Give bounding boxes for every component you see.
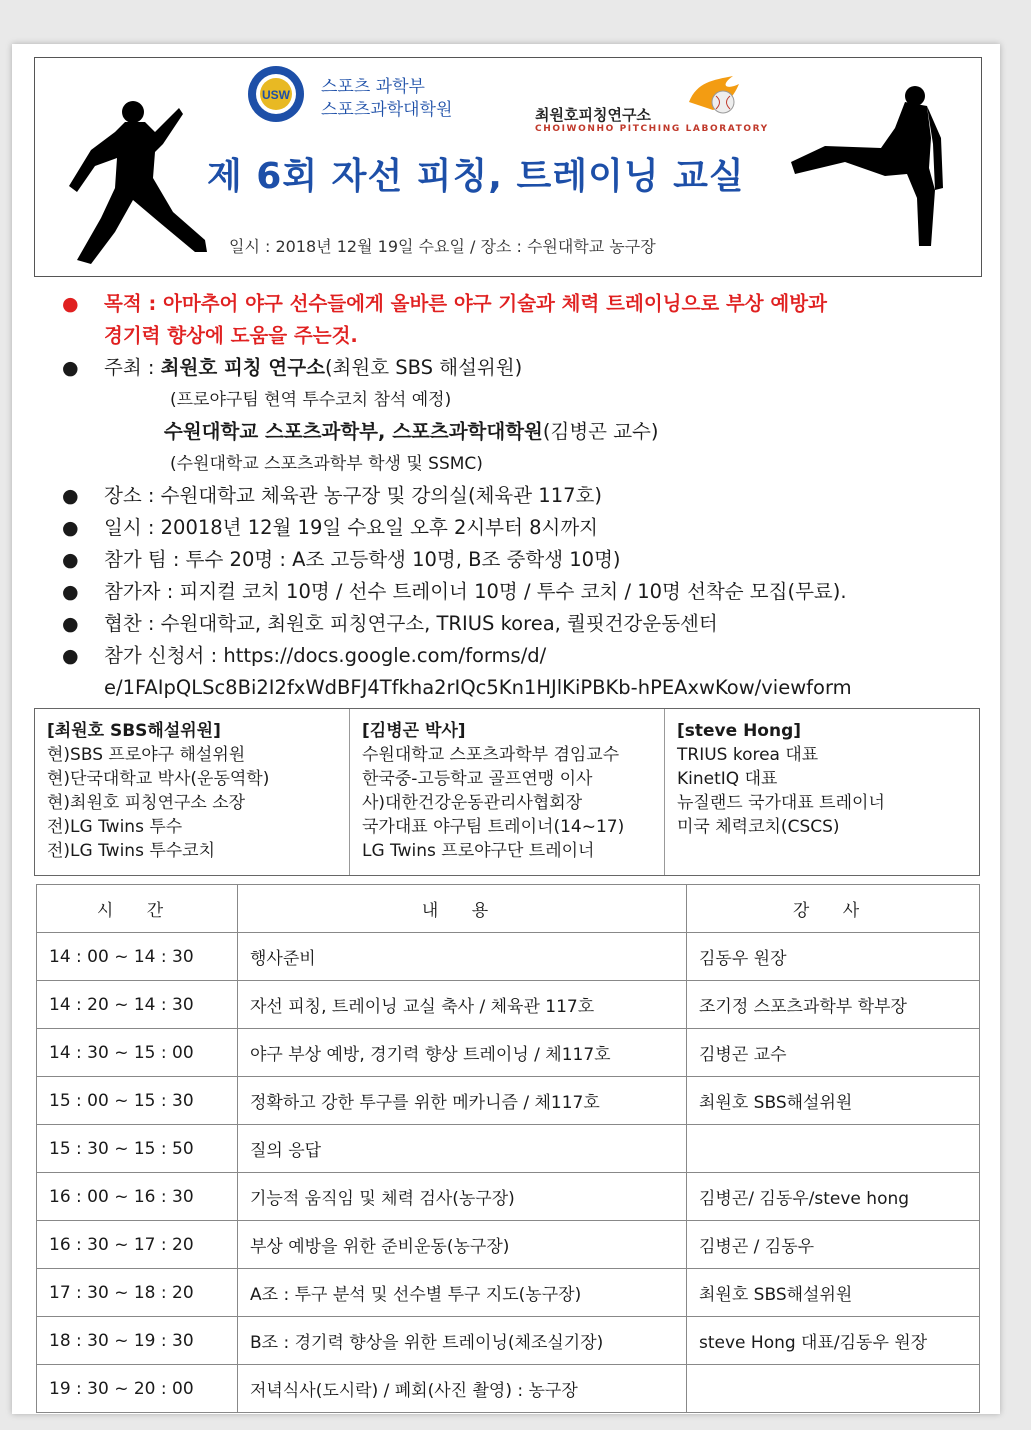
bio-line: 미국 체력코치(CSCS) (677, 817, 840, 837)
bio-line: 사)대한건강운동관리사협회장 (362, 793, 583, 813)
bullet-host: ● 주최 : 최원호 피칭 연구소(최원호 SBS 해설위원) (52, 352, 982, 384)
bullet-sponsor: ● 협찬 : 수원대학교, 최원호 피칭연구소, TRIUS korea, 퀄핏건강운동센터 (52, 608, 982, 640)
speaker-bios (34, 708, 980, 876)
bio-line: LG Twins 프로야구단 트레이너 (362, 841, 595, 861)
header-content: 내 용 (238, 885, 687, 933)
cell-time: 14 : 00 ~ 14 : 30 (37, 933, 238, 981)
cell-instructor (687, 1365, 980, 1413)
bullet-datetime: ● 일시 : 20018년 12월 19일 수요일 오후 2시부터 8시까지 (52, 512, 982, 544)
cell-time: 16 : 30 ~ 17 : 20 (37, 1221, 238, 1269)
header-box (34, 57, 982, 277)
bullet-apply: ● 참가 신청서 : https://docs.google.com/forms/d/ (52, 640, 982, 672)
cell-content: 정확하고 강한 투구를 위한 메카니즘 / 체117호 (238, 1077, 687, 1125)
cell-time: 14 : 20 ~ 14 : 30 (37, 981, 238, 1029)
cell-instructor: 조기정 스포츠과학부 학부장 (687, 981, 980, 1029)
department-names (321, 76, 452, 122)
cell-instructor: steve Hong 대표/김동우 원장 (687, 1317, 980, 1365)
table-row (37, 1029, 980, 1077)
cell-content: 행사준비 (238, 933, 687, 981)
table-row (37, 1173, 980, 1221)
bio-hong (665, 709, 979, 875)
cell-time: 15 : 30 ~ 15 : 50 (37, 1125, 238, 1173)
bullet-dot-icon: ● (62, 645, 79, 667)
cell-instructor: 최원호 SBS해설위원 (687, 1269, 980, 1317)
table-row (37, 1221, 980, 1269)
bullet-teams: ● 참가 팀 : 투수 20명 : A조 고등학생 10명, B조 중학생 10명) (52, 544, 982, 576)
cell-instructor (687, 1125, 980, 1173)
bullet-dot-icon: ● (62, 549, 79, 571)
bio-line: 전)LG Twins 투수코치 (47, 841, 216, 861)
bullet-dot-icon: ● (62, 581, 79, 603)
lab-name: 최원호피칭연구소 (535, 106, 651, 124)
cell-time: 19 : 30 ~ 20 : 00 (37, 1365, 238, 1413)
cell-content: 부상 예방을 위한 준비운동(농구장) (238, 1221, 687, 1269)
event-title: 제 6회 자선 피칭, 트레이닝 교실 (207, 156, 745, 197)
bullet-dot-icon: ● (62, 293, 79, 315)
bio-choi (35, 709, 350, 875)
cell-time: 14 : 30 ~ 15 : 00 (37, 1029, 238, 1077)
bio-line: 현)SBS 프로야구 해설위원 (47, 745, 246, 765)
bio-line: 현)단국대학교 박사(운동역학) (47, 769, 270, 789)
bio-line: 국가대표 야구팀 트레이너(14~17) (362, 817, 625, 837)
cell-instructor: 최원호 SBS해설위원 (687, 1077, 980, 1125)
cell-time: 16 : 00 ~ 16 : 30 (37, 1173, 238, 1221)
bio-line: KinetIQ 대표 (677, 769, 778, 789)
bullet-venue: ● 장소 : 수원대학교 체육관 농구장 및 강의실(체육관 117호) (52, 480, 982, 512)
bio-name: [최원호 SBS해설위원] (47, 721, 221, 741)
dept-sports-science: 스포츠 과학부 (321, 77, 425, 97)
bio-line: 전)LG Twins 투수 (47, 817, 183, 837)
bio-name: [steve Hong] (677, 721, 802, 741)
bullet-dot-icon: ● (62, 517, 79, 539)
apply-link[interactable]: e/1FAIpQLSc8Bi2I2fxWdBFJ4Tfkha2rIQc5Kn1HJlKiPBKb-hPEAxwKow/viewform (104, 676, 852, 699)
bio-line: 현)최원호 피칭연구소 소장 (47, 793, 246, 813)
schedule-header-row (37, 885, 980, 933)
logo-text: USW (262, 88, 290, 102)
cell-content: 자선 피칭, 트레이닝 교실 축사 / 체육관 117호 (238, 981, 687, 1029)
table-row (37, 1317, 980, 1365)
event-subtitle: 일시 : 2018년 12월 19일 수요일 / 장소 : 수원대학교 농구장 (229, 237, 656, 256)
table-row (37, 1365, 980, 1413)
bio-line: TRIUS korea 대표 (677, 745, 819, 765)
baseball-flame-icon (683, 72, 743, 118)
header-instructor: 강 사 (687, 885, 980, 933)
bullet-dot-icon: ● (62, 485, 79, 507)
bullet-purpose-cont: 경기력 향상에 도움을 주는것. (104, 324, 358, 347)
bullet-purpose: ● 목적 : 아마추어 야구 선수들에게 올바른 야구 기술과 체력 트레이닝으로 부상 예방과 (52, 288, 982, 320)
table-row (37, 1077, 980, 1125)
bullet-host-2: 수원대학교 스포츠과학부, 스포츠과학대학원(김병곤 교수) (164, 420, 659, 443)
cell-content: 저녁식사(도시락) / 폐회(사진 촬영) : 농구장 (238, 1365, 687, 1413)
cell-content: B조 : 경기력 향상을 위한 트레이닝(체조실기장) (238, 1317, 687, 1365)
cell-instructor: 김동우 원장 (687, 933, 980, 981)
dept-graduate-school: 스포츠과학대학원 (321, 100, 453, 120)
bullet-dot-icon: ● (62, 357, 79, 379)
pitcher-silhouette-left (55, 92, 215, 272)
cell-time: 17 : 30 ~ 18 : 20 (37, 1269, 238, 1317)
cell-content: 야구 부상 예방, 경기력 향상 트레이닝 / 체117호 (238, 1029, 687, 1077)
info-bullets (52, 288, 982, 704)
cell-instructor: 김병곤/ 김동우/steve hong (687, 1173, 980, 1221)
poster-page (12, 44, 1000, 1414)
cell-instructor: 김병곤 교수 (687, 1029, 980, 1077)
lab-name-english: CHOIWONHO PITCHING LABORATORY (535, 124, 769, 134)
header-time: 시 간 (37, 885, 238, 933)
cell-content: 질의 응답 (238, 1125, 687, 1173)
cell-content: A조 : 투구 분석 및 선수별 투구 지도(농구장) (238, 1269, 687, 1317)
cell-time: 15 : 00 ~ 15 : 30 (37, 1077, 238, 1125)
schedule-table (36, 884, 980, 1413)
host2-sub-note: (수원대학교 스포츠과학부 학생 및 SSMC) (170, 454, 483, 474)
table-row (37, 1125, 980, 1173)
table-row (37, 933, 980, 981)
university-logo (246, 64, 306, 124)
host-sub-note: (프로야구팀 현역 투수코치 참석 예정) (170, 390, 452, 410)
bio-name: [김병곤 박사] (362, 721, 466, 741)
table-row (37, 981, 980, 1029)
cell-content: 기능적 움직임 및 체력 검사(농구장) (238, 1173, 687, 1221)
cell-time: 18 : 30 ~ 19 : 30 (37, 1317, 238, 1365)
bullet-participants: ● 참가자 : 피지컬 코치 10명 / 선수 트레이너 10명 / 투수 코치 / 10명 선착순 모집(무료). (52, 576, 982, 608)
pitcher-silhouette-right (785, 78, 965, 248)
bio-kim (350, 709, 665, 875)
bullet-dot-icon: ● (62, 613, 79, 635)
table-row (37, 1269, 980, 1317)
bio-line: 뉴질랜드 국가대표 트레이너 (677, 793, 885, 813)
cell-instructor: 김병곤 / 김동우 (687, 1221, 980, 1269)
bio-line: 수원대학교 스포츠과학부 겸임교수 (362, 745, 620, 765)
bio-line: 한국중-고등학교 골프연맹 이사 (362, 769, 593, 789)
